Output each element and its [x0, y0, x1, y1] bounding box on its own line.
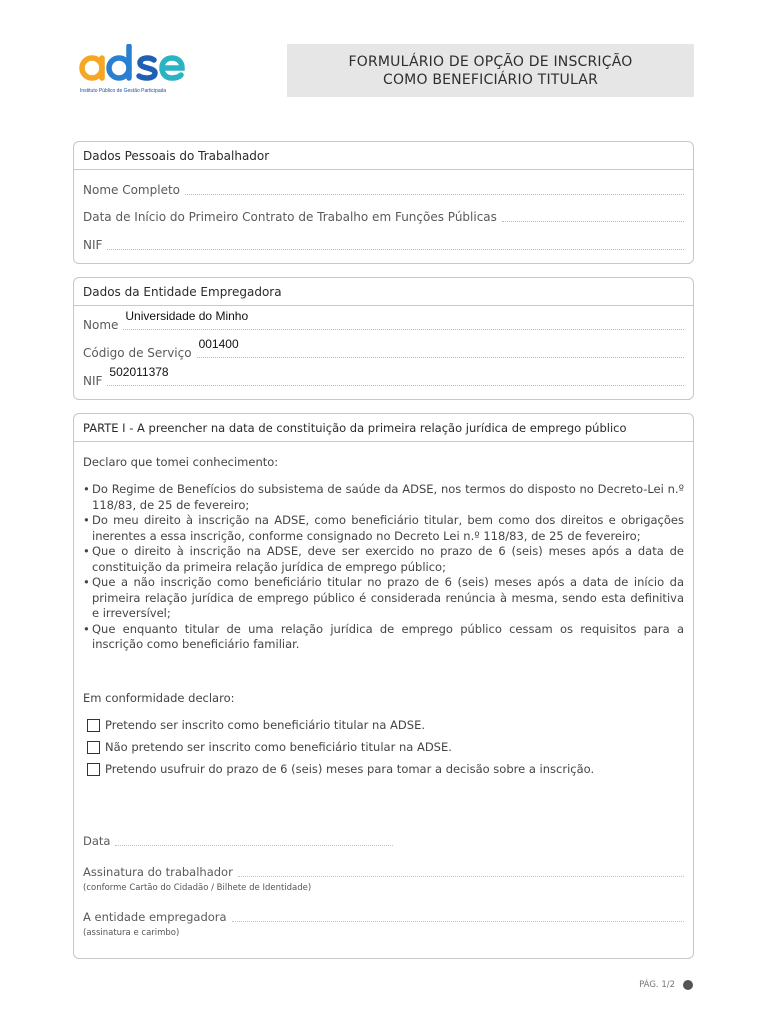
page-dot-icon: [683, 980, 693, 990]
option-decline[interactable]: [87, 740, 452, 754]
employer-name-line[interactable]: [123, 309, 684, 330]
service-code-label: Código de Serviço: [83, 346, 192, 360]
employer-nif-value: 502011378: [109, 365, 169, 379]
service-code-field[interactable]: [83, 337, 684, 360]
part1-intro: Declaro que tomei conhecimento:: [83, 455, 279, 469]
employer-nif-label: NIF: [83, 374, 103, 388]
part1-heading: PARTE I - A preencher na data de constituição da primeira relação jurídica de emprego público: [74, 414, 693, 442]
personal-data-panel: [73, 141, 694, 264]
acknowledgement-item: • Que a não inscrição como beneficiário titular no prazo de 6 (seis) meses após a data de início da primeira relação jurídica de emprego público é considerada renúncia à mesma, sendo esta definitiva e irreversível;: [83, 575, 684, 620]
conformity-label: Em conformidade declaro:: [83, 691, 235, 705]
worker-signature-label: Assinatura do trabalhador: [83, 865, 233, 879]
employer-signature-field[interactable]: [83, 910, 684, 938]
worker-signature-field[interactable]: [83, 865, 684, 893]
employer-name-value: Universidade do Minho: [125, 309, 249, 323]
acknowledgement-list: [83, 482, 684, 653]
service-code-value: 001400: [198, 337, 239, 351]
logo-tagline: Instituto Público de Gestão Participada: [80, 88, 167, 94]
full-name-label: Nome Completo: [83, 183, 180, 197]
employer-heading: Dados da Entidade Empregadora: [74, 278, 693, 306]
part1-panel: [73, 413, 694, 959]
employer-signature-note: (assinatura e carimbo): [83, 928, 180, 938]
option-enroll[interactable]: [87, 718, 425, 732]
employer-name-label: Nome: [83, 318, 119, 332]
title-line-2: COMO BENEFICIÁRIO TITULAR: [382, 71, 598, 88]
employer-signature-line[interactable]: [232, 921, 684, 922]
personal-nif-field[interactable]: [83, 236, 684, 252]
option-defer-label: Pretendo usufruir do prazo de 6 (seis) meses para tomar a decisão sobre a inscrição.: [105, 762, 595, 776]
date-line[interactable]: [115, 845, 393, 846]
acknowledgement-item: • Que o direito à inscrição na ADSE, deve ser exercido no prazo de 6 (seis) meses após a data de constituição da primeira relação jurídica de emprego público;: [83, 544, 684, 574]
option-defer[interactable]: [87, 762, 594, 776]
option-enroll-label: Pretendo ser inscrito como beneficiário titular na ADSE.: [105, 718, 425, 732]
option-defer-checkbox[interactable]: [87, 763, 100, 776]
contract-start-date-field[interactable]: [83, 208, 684, 224]
personal-nif-line[interactable]: [107, 236, 684, 250]
option-enroll-checkbox[interactable]: [87, 719, 100, 732]
form-title: [287, 44, 694, 97]
option-decline-checkbox[interactable]: [87, 741, 100, 754]
employer-nif-line[interactable]: [107, 365, 684, 386]
acknowledgement-item: • Que enquanto titular de uma relação jurídica de emprego público cessam os requisitos para a inscrição como beneficiário familiar.: [83, 621, 684, 651]
page-number: PÁG. 1/2: [639, 980, 675, 990]
acknowledgement-item: • Do meu direito à inscrição na ADSE, como beneficiário titular, bem como dos direitos e obrigações inerentes a essa inscrição, conforme consignado no Decreto Lei n.º 118/83, de 25 de fevereiro;: [83, 513, 684, 543]
acknowledgement-item: • Do Regime de Benefícios do subsistema de saúde da ADSE, nos termos do disposto no Decreto-Lei n.º 118/83, de 25 de fevereiro;: [83, 482, 684, 512]
personal-nif-label: NIF: [83, 238, 103, 252]
employer-name-field[interactable]: [83, 309, 684, 332]
employer-nif-field[interactable]: [83, 365, 684, 388]
full-name-line[interactable]: [185, 181, 684, 195]
personal-data-heading: Dados Pessoais do Trabalhador: [74, 142, 693, 170]
contract-start-date-line[interactable]: [502, 208, 684, 222]
date-field[interactable]: [83, 834, 393, 848]
employer-panel: [73, 277, 694, 400]
option-decline-label: Não pretendo ser inscrito como beneficiário titular na ADSE.: [105, 740, 452, 754]
date-label: Data: [83, 834, 111, 848]
contract-start-date-label: Data de Início do Primeiro Contrato de Trabalho em Funções Públicas: [83, 210, 497, 224]
full-name-field[interactable]: [83, 181, 684, 197]
worker-signature-line[interactable]: [238, 876, 684, 877]
employer-signature-label: A entidade empregadora: [83, 910, 227, 924]
title-line-1: FORMULÁRIO DE OPÇÃO DE INSCRIÇÃO: [348, 53, 633, 70]
service-code-line[interactable]: [197, 337, 684, 358]
worker-signature-note: (conforme Cartão do Cidadão / Bilhete de Identidade): [83, 883, 312, 893]
